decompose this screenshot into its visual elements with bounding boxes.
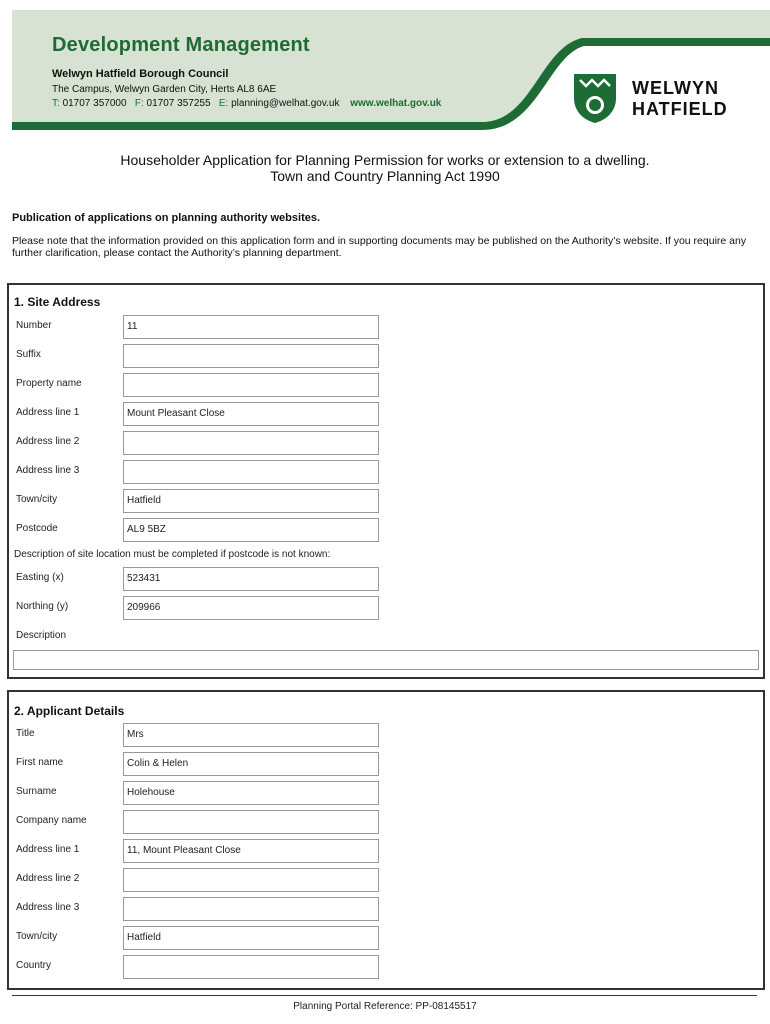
field-label: Town/city <box>16 931 58 942</box>
section-heading: 2. Applicant Details <box>14 704 125 718</box>
field-label: Description <box>16 630 67 641</box>
field-label: Address line 3 <box>16 465 80 476</box>
company-name-input[interactable] <box>123 810 379 834</box>
field-label: Address line 2 <box>16 873 80 884</box>
email-link[interactable]: planning@welhat.gov.uk <box>231 98 340 109</box>
logo-text: WELWYN HATFIELD <box>632 78 728 119</box>
applicant-address-line-2-input[interactable] <box>123 868 379 892</box>
country-input[interactable] <box>123 955 379 979</box>
applicant-details-section <box>7 690 765 990</box>
shield-icon <box>572 72 618 124</box>
field-label: Country <box>16 960 52 971</box>
site-address-section <box>7 283 765 679</box>
fax-number: 01707 357255 <box>146 98 211 109</box>
field-label: Address line 1 <box>16 844 80 855</box>
field-label: Easting (x) <box>16 572 64 583</box>
field-label: Northing (y) <box>16 601 69 612</box>
address-line-2-input[interactable] <box>123 431 379 455</box>
applicant-town-city-input[interactable]: Hatfield <box>123 926 379 950</box>
section-heading: 1. Site Address <box>14 295 101 309</box>
welwyn-hatfield-logo <box>572 70 770 130</box>
publication-note: Please note that the information provided on this application form and in supporting documents may be published on the Authority’s website. If you require any further clarification, please contact the Authority’s planning department. <box>12 235 747 259</box>
form-title: Householder Application for Planning Permission for works or extension to a dwelling. Town and Country Planning Act 1990 <box>120 152 650 184</box>
phone-number: 01707 357000 <box>62 98 127 109</box>
town-city-input[interactable]: Hatfield <box>123 489 379 513</box>
field-label: Property name <box>16 378 82 389</box>
field-label: Suffix <box>16 349 41 360</box>
field-label: Address line 1 <box>16 407 80 418</box>
field-label: Surname <box>16 786 57 797</box>
field-label: Town/city <box>16 494 58 505</box>
field-label: Address line 2 <box>16 436 80 447</box>
description-input[interactable] <box>13 650 759 670</box>
field-label: Postcode <box>16 523 58 534</box>
header-banner <box>12 10 770 130</box>
publication-heading: Publication of applications on planning authority websites. <box>12 212 321 224</box>
field-label: Number <box>16 320 52 331</box>
footer-divider <box>12 995 757 996</box>
title-input[interactable]: Mrs <box>123 723 379 747</box>
field-label: Title <box>16 728 35 739</box>
field-label: Address line 3 <box>16 902 80 913</box>
planning-portal-reference: Planning Portal Reference: PP-08145517 <box>293 1001 477 1012</box>
website-link[interactable]: www.welhat.gov.uk <box>350 98 442 109</box>
contact-line: T: 01707 357000 F: 01707 357255 E: planning@welhat.gov.uk www.welhat.gov.uk <box>52 98 442 109</box>
council-name: Welwyn Hatfield Borough Council <box>52 68 229 80</box>
first-name-input[interactable]: Colin & Helen <box>123 752 379 776</box>
location-note: Description of site location must be completed if postcode is not known: <box>14 549 331 560</box>
suffix-input[interactable] <box>123 344 379 368</box>
applicant-address-line-3-input[interactable] <box>123 897 379 921</box>
surname-input[interactable]: Holehouse <box>123 781 379 805</box>
department-title: Development Management <box>52 34 310 56</box>
northing-input[interactable]: 209966 <box>123 596 379 620</box>
field-label: First name <box>16 757 64 768</box>
council-address: The Campus, Welwyn Garden City, Herts AL8 6AE <box>52 84 277 95</box>
number-input[interactable]: 11 <box>123 315 379 339</box>
field-label: Company name <box>16 815 87 826</box>
applicant-address-line-1-input[interactable]: 11, Mount Pleasant Close <box>123 839 379 863</box>
address-line-3-input[interactable] <box>123 460 379 484</box>
address-line-1-input[interactable]: Mount Pleasant Close <box>123 402 379 426</box>
property-name-input[interactable] <box>123 373 379 397</box>
easting-input[interactable]: 523431 <box>123 567 379 591</box>
postcode-input[interactable]: AL9 5BZ <box>123 518 379 542</box>
